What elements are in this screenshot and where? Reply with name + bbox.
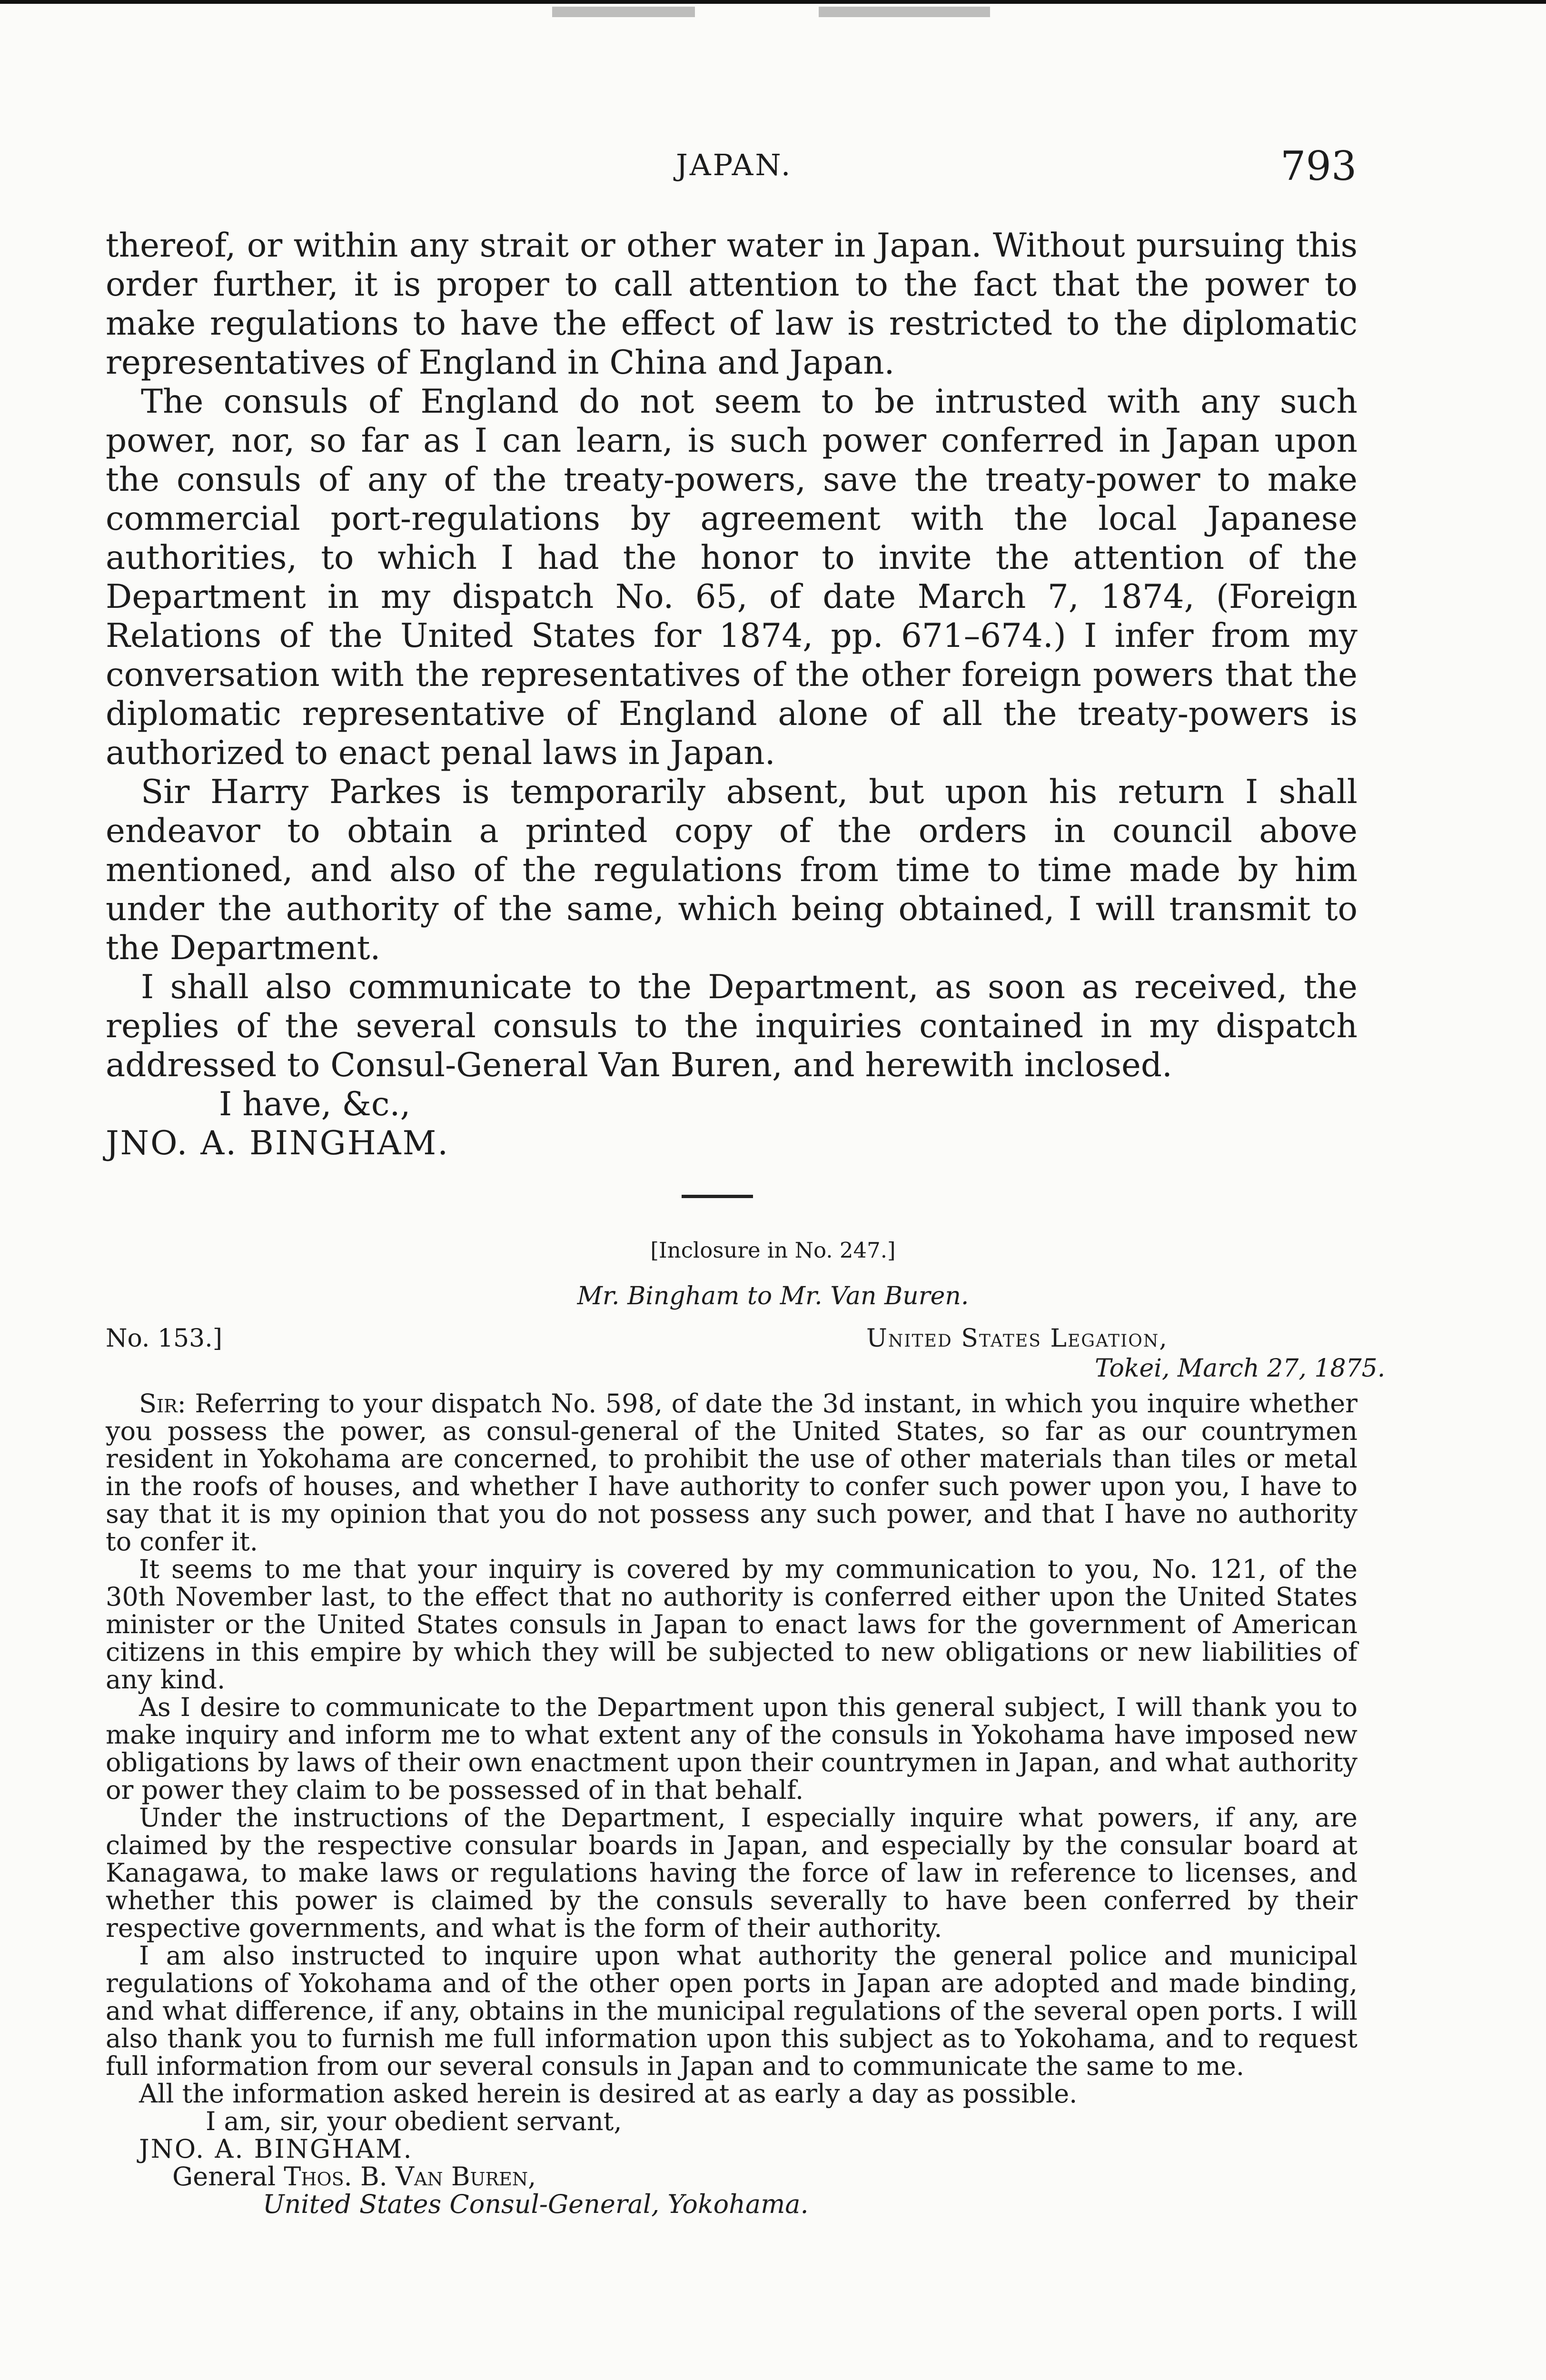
salutation: Sir: [139,1388,186,1418]
paragraph: Under the instructions of the Department, I especially inquire what powers, if any, are claimed by the respective consular boards in Japan, and especially by the consular board at Kanagawa, to make laws or regulations having the force of law in reference to licenses, and whether this power is claimed by the consuls severally to have been conferred by their respective governments, and what is the form of their authority. [106,1803,1358,1943]
top-border-rule [0,0,1546,4]
running-header [0,143,1546,200]
addressee-prefix: General [172,2162,276,2192]
addressee [106,2163,1358,2191]
paragraph-text: Referring to your dispatch No. 598, of date the 3d instant, in which you inquire whether you possess the power, as consul-general of the United States, so far as our countrymen resident in Yokohama are concerned, to prohibit the use of other materials than tiles or metal in the roofs of houses, and whether I have authority to confer such power upon you, I have to say that it is my opinion that you do not possess any such power, and that I have no authority to confer it. [106,1388,1358,1557]
paragraph: thereof, or within any strait or other water in Japan. Without pursuing this order further, it is proper to call attention to the fact that the power to make regulations to have the effect of law is restricted to the diplomatic representatives of England in China and Japan. [106,227,1358,382]
paragraph: I shall also communicate to the Department, as soon as received, the replies of the several consuls to the inquiries contained in my dispatch addressed to Consul-General Van Buren, and herewith inclosed. [106,968,1358,1084]
addressee-name: Thos. B. Van Buren, [284,2162,536,2192]
letter-number: No. 153.] [106,1324,223,1353]
page-number: 793 [1280,143,1357,189]
closing: I am, sir, your obedient servant, [206,2106,622,2136]
paragraph [106,1390,1358,1556]
letter-body [106,1390,1358,2218]
letter-date: Tokei, March 27, 1875. [1095,1354,1386,1383]
paragraph: All the information asked herein is desired at as early a day as possible. [139,2079,1078,2109]
paragraph: I am also instructed to inquire upon what authority the general police and municipal regulations of Yokohama and of the other open ports in Japan are adopted and made binding, and what difference, if any, obtains in the municipal regulations of the several open ports. I will also thank you to furnish me full information upon this subject as to Yokohama, and to request full information from our several consuls in Japan and to communicate the same to me. [106,1941,1358,2081]
print-smudge [819,7,990,17]
inclosure-note: [Inclosure in No. 247.] [650,1238,896,1263]
paragraph: As I desire to communicate to the Department upon this general subject, I will thank you to make inquiry and inform me to what extent any of the consuls in Yokohama have imposed new obligations by laws of their own enactment upon their countrymen in Japan, and what authority or power they claim to be possessed of in that behalf. [106,1692,1358,1805]
legation-heading: United States Legation, [866,1324,1168,1353]
signature: JNO. A. BINGHAM. [106,1124,450,1162]
addressee-title: United States Consul-General, Yokohama. [263,2189,809,2219]
print-smudge [552,7,695,17]
signature: JNO. A. BINGHAM. [139,2134,413,2164]
letter-title: Mr. Bingham to Mr. Van Buren. [577,1282,969,1310]
paragraph: Sir Harry Parkes is temporarily absent, but upon his return I shall endeavor to obtain a printed copy of the orders in council above mentioned, and also of the regulations from time to time made by him under the authority of the same, which being obtained, I will transmit to the Department. [106,773,1358,967]
paragraph: The consuls of England do not seem to be intrusted with any such power, nor, so far as I can learn, is such power conferred in Japan upon the consuls of any of the treaty-powers, save the treaty-power to make commercial port-regulations by agreement with the local Japanese authorities, to which I had the honor to invite the attention of the Department in my dispatch No. 65, of date March 7, 1874, (Foreign Relations of the United States for 1874, pp. 671–674.) I infer from my conversation with the representatives of the other foreign powers that the diplomatic representative of England alone of all the treaty-powers is authorized to enact penal laws in Japan. [106,383,1358,772]
running-title: JAPAN. [676,148,793,182]
closing: I have, &c., [219,1085,411,1123]
paragraph: It seems to me that your inquiry is covered by my communication to you, No. 121, of the 30th November last, to the effect that no authority is conferred either upon the United States minister or the United States consuls in Japan to enact laws for the government of American citizens in this empire by which they will be subjected to new obligations or new liabilities of any kind. [106,1554,1358,1695]
section-divider [682,1195,753,1198]
main-text [106,226,1358,1163]
